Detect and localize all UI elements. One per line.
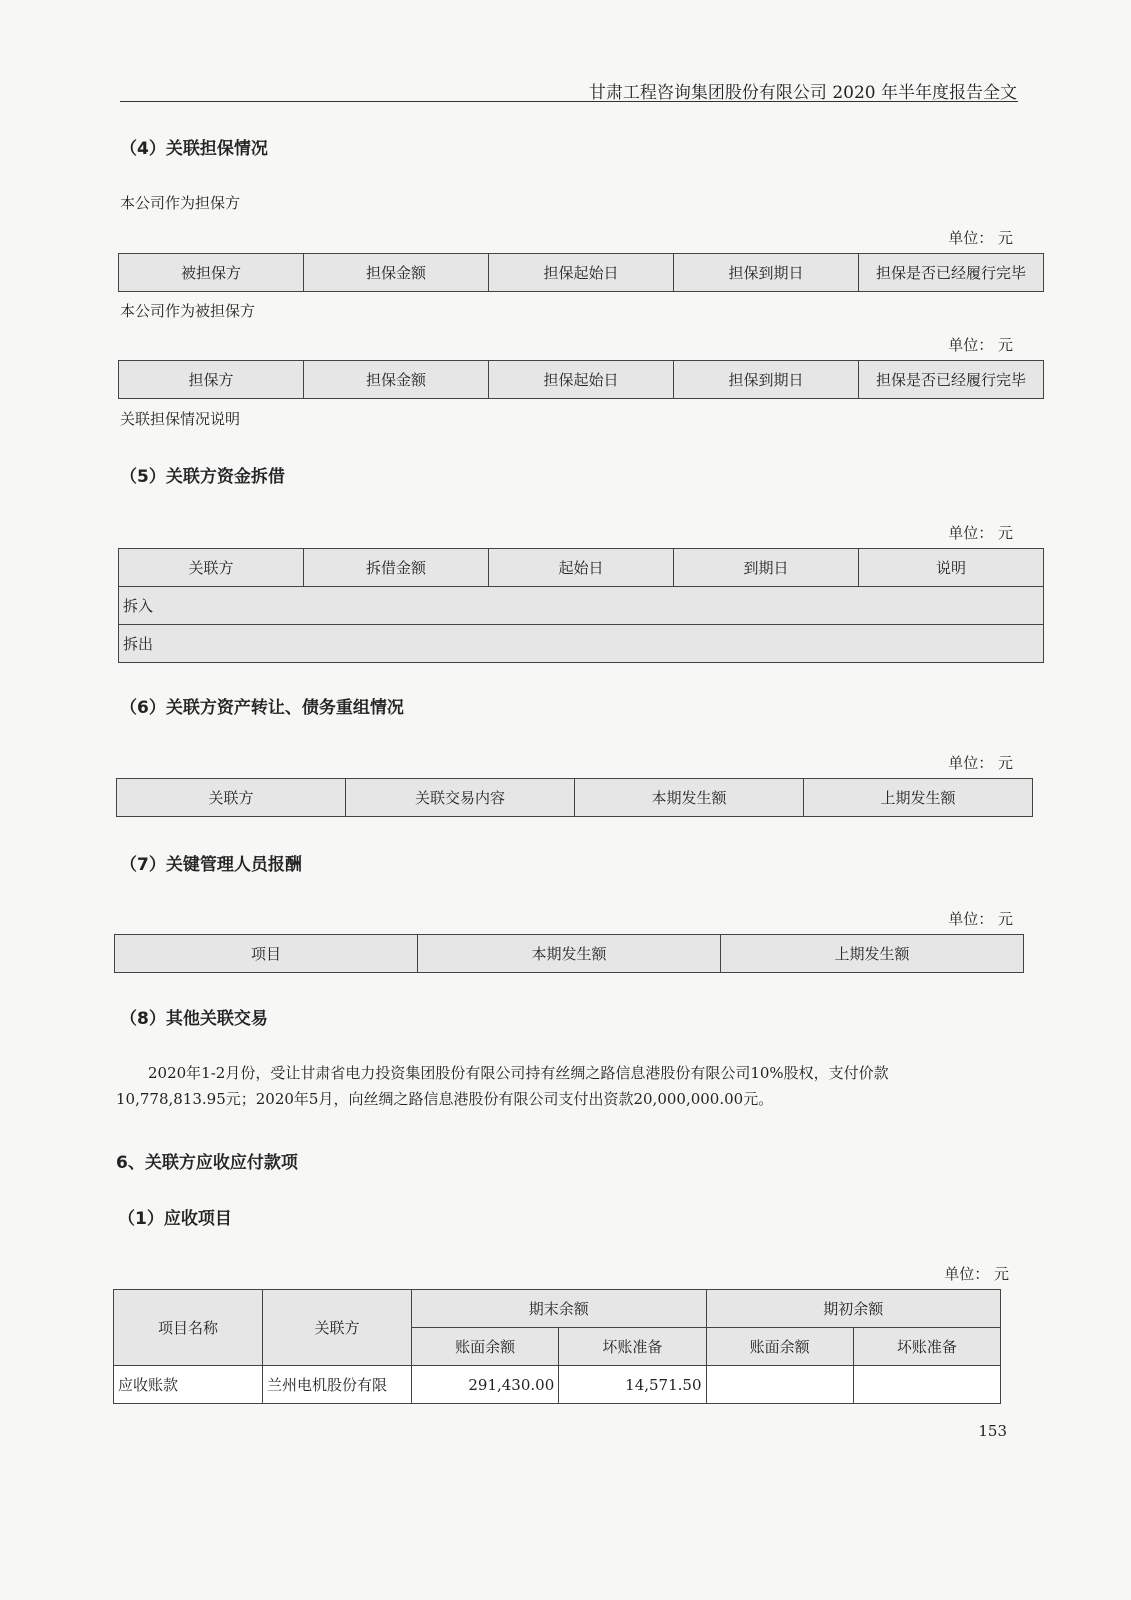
management-pay-table: [114, 934, 1024, 973]
table-header-cell: 本期发生额: [418, 935, 721, 973]
table-header-cell: 担保到期日: [674, 254, 859, 292]
table-header-cell: 到期日: [674, 549, 859, 587]
table-header-cell: 关联方: [117, 779, 346, 817]
section-7-heading: （7）关键管理人员报酬: [120, 855, 302, 875]
table-header-cell: 担保是否已经履行完毕: [859, 361, 1044, 399]
table-header-cell: 本期发生额: [575, 779, 804, 817]
unit-label: 单位： 元: [948, 910, 1013, 928]
table-header-cell: 账面余额: [706, 1328, 853, 1366]
table-header-cell: 坏账准备: [559, 1328, 706, 1366]
paragraph-line: 2020年1-2月份，受让甘肃省电力投资集团股份有限公司持有丝绸之路信息港股份有限公司10%股权，支付价款: [148, 1064, 889, 1082]
table-header-cell: 项目: [115, 935, 418, 973]
table-header-cell: 担保到期日: [674, 361, 859, 399]
guaranteed-table: [118, 360, 1044, 399]
table-header-cell: 期末余额: [412, 1290, 707, 1328]
unit-label: 单位： 元: [948, 524, 1013, 542]
table-cell: [706, 1366, 853, 1404]
unit-label: 单位： 元: [944, 1265, 1009, 1283]
receivables-subheading: （1）应收项目: [118, 1209, 232, 1229]
table-header-cell: 被担保方: [119, 254, 304, 292]
table-row: 拆出: [119, 625, 1044, 663]
table-cell: 14,571.50: [559, 1366, 706, 1404]
document-header-title: 甘肃工程咨询集团股份有限公司 2020 年半年度报告全文: [588, 83, 1017, 103]
table-header-cell: 担保起始日: [489, 361, 674, 399]
table-header-cell: 坏账准备: [853, 1328, 1000, 1366]
table-header-cell: 起始日: [489, 549, 674, 587]
table-cell: 应收账款: [114, 1366, 263, 1404]
receivables-table: [113, 1289, 1001, 1404]
section-6-heading: （6）关联方资产转让、债务重组情况: [120, 698, 404, 718]
table-cell: 兰州电机股份有限: [263, 1366, 412, 1404]
as-guaranteed-label: 本公司作为被担保方: [120, 302, 256, 320]
section-8-heading: （8）其他关联交易: [120, 1009, 268, 1029]
table-header-cell: 担保金额: [304, 254, 489, 292]
table-header-cell: 上期发生额: [721, 935, 1024, 973]
table-header-cell: 担保是否已经履行完毕: [859, 254, 1044, 292]
guarantee-note: 关联担保情况说明: [120, 410, 241, 428]
part-6-heading: 6、关联方应收应付款项: [116, 1153, 298, 1173]
table-header-cell: 项目名称: [114, 1290, 263, 1366]
page-number: 153: [978, 1422, 1007, 1440]
table-header-cell: 担保起始日: [489, 254, 674, 292]
table-header-cell: 关联方: [263, 1290, 412, 1366]
table-row: 拆入: [119, 587, 1044, 625]
asset-transfer-table: [116, 778, 1033, 817]
table-header-cell: 拆借金额: [304, 549, 489, 587]
table-cell: 291,430.00: [412, 1366, 559, 1404]
table-header-cell: 期初余额: [706, 1290, 1001, 1328]
table-header-cell: 担保方: [119, 361, 304, 399]
header-rule: [120, 101, 1018, 102]
unit-label: 单位： 元: [948, 754, 1013, 772]
section-4-heading: （4）关联担保情况: [120, 139, 268, 159]
other-transactions-paragraph: [116, 1060, 1016, 1112]
table-header-cell: 担保金额: [304, 361, 489, 399]
table-header-cell: 关联方: [119, 549, 304, 587]
table-header-cell: 账面余额: [412, 1328, 559, 1366]
paragraph-line: 10,778,813.95元；2020年5月，向丝绸之路信息港股份有限公司支付出资款20,000,000.00元。: [116, 1090, 774, 1108]
unit-label: 单位： 元: [948, 229, 1013, 247]
table-header-cell: 上期发生额: [804, 779, 1033, 817]
table-header-cell: 关联交易内容: [346, 779, 575, 817]
fund-lending-table: [118, 548, 1044, 663]
as-guarantor-label: 本公司作为担保方: [120, 194, 241, 212]
table-header-cell: 说明: [859, 549, 1044, 587]
guarantor-table: [118, 253, 1044, 292]
section-5-heading: （5）关联方资金拆借: [120, 467, 285, 487]
table-cell: [853, 1366, 1000, 1404]
unit-label: 单位： 元: [948, 336, 1013, 354]
